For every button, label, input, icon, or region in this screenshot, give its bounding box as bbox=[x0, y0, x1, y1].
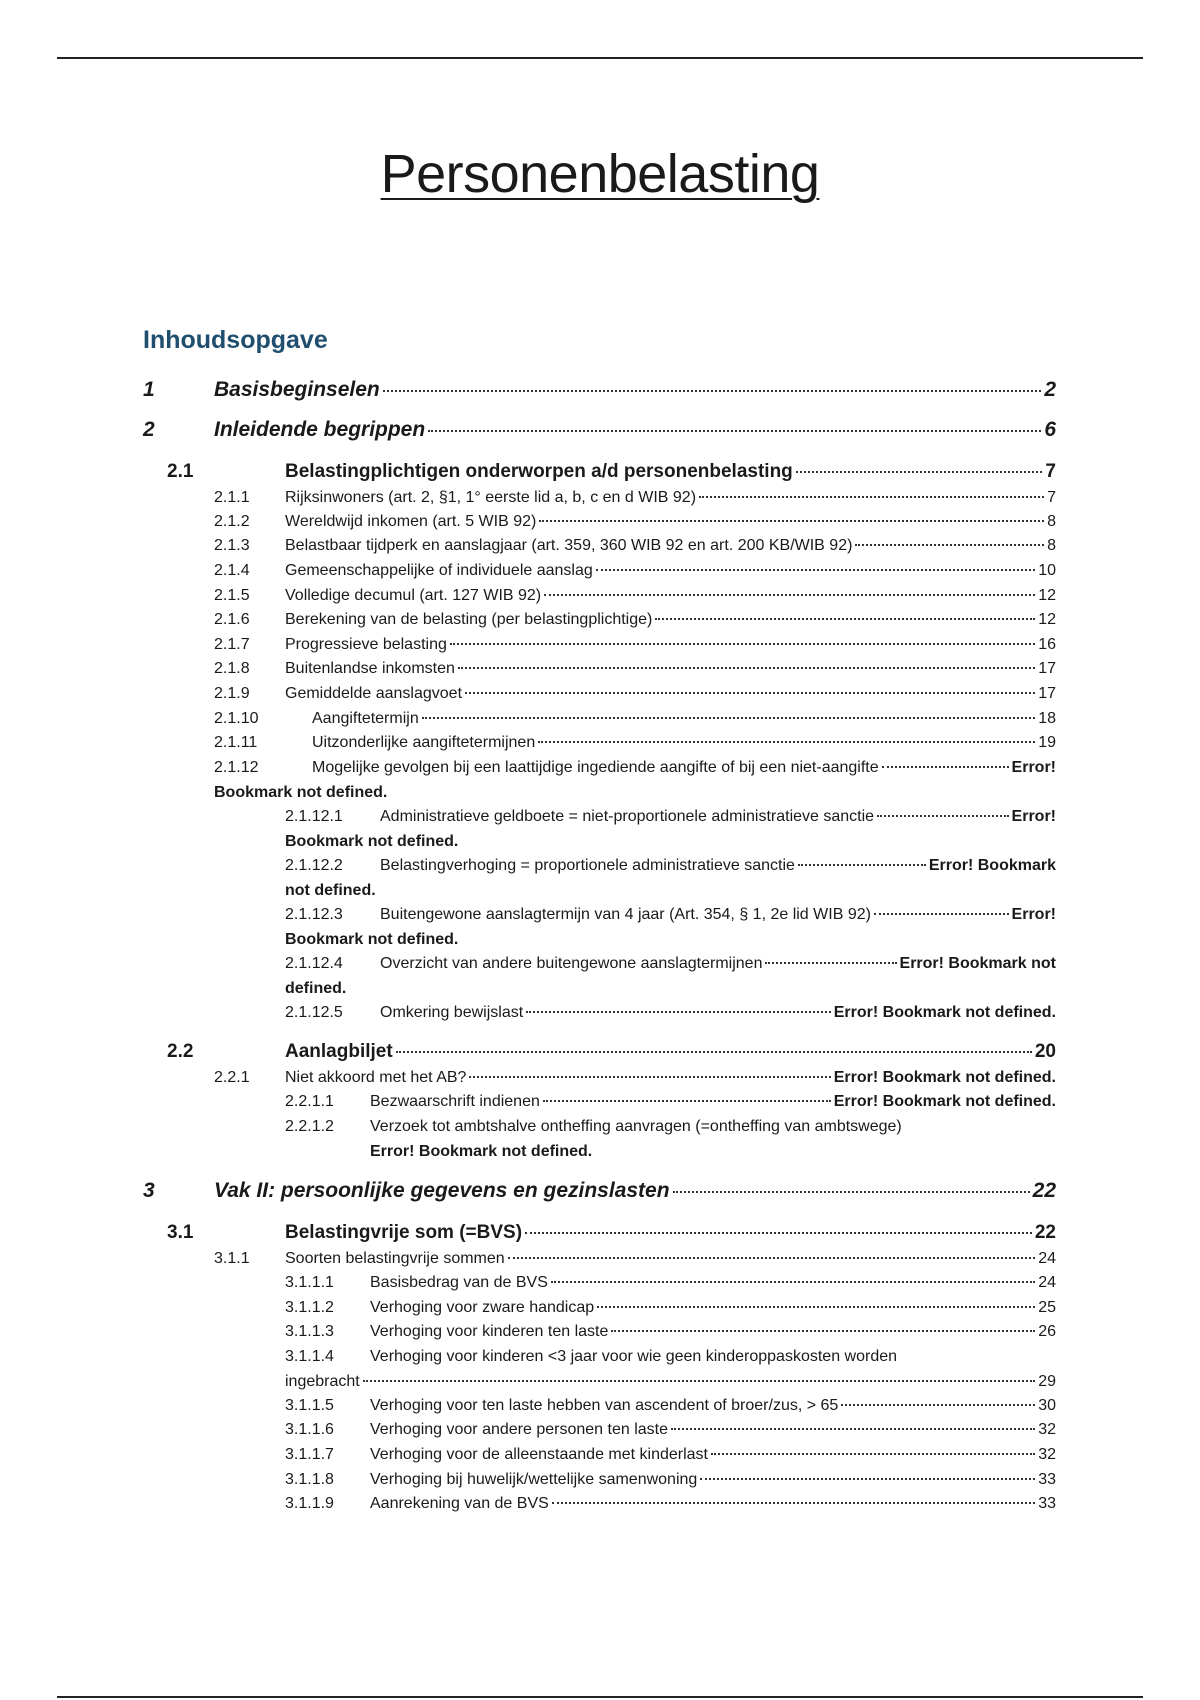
toc-entry-page: 10 bbox=[1038, 562, 1056, 579]
toc-leader-dots bbox=[877, 815, 1008, 817]
toc-entry-number: 3.1.1 bbox=[214, 1250, 250, 1267]
toc-entry-number: 3.1.1.5 bbox=[285, 1397, 334, 1414]
toc-entry-continuation-text: defined. bbox=[285, 980, 347, 997]
toc-leader-dots bbox=[796, 471, 1043, 473]
toc-leader-dots bbox=[882, 766, 1009, 768]
toc-leader-dots bbox=[383, 390, 1042, 392]
toc-entry-page: 17 bbox=[1038, 660, 1056, 677]
toc-entry-label: Wereldwijd inkomen (art. 5 WIB 92) bbox=[285, 513, 537, 530]
toc-leader-dots bbox=[538, 741, 1035, 743]
toc-entry-page: 16 bbox=[1038, 636, 1056, 653]
toc-entry-label: Uitzonderlijke aangiftetermijnen bbox=[312, 734, 536, 751]
toc-entry-label: Gemiddelde aanslagvoet bbox=[285, 685, 463, 702]
toc-entry-continuation-text: Bookmark not defined. bbox=[285, 931, 459, 948]
toc-entry-number: 3.1.1.4 bbox=[285, 1348, 334, 1365]
toc-leader-dots bbox=[458, 667, 1035, 669]
toc-entry-label: Administratieve geldboete = niet-proportionele administratieve sanctie bbox=[380, 808, 875, 825]
toc-leader-dots bbox=[700, 1478, 1035, 1480]
toc-entry-label: Aangiftetermijn bbox=[312, 710, 419, 727]
toc-heading: Inhoudsopgave bbox=[143, 326, 328, 354]
toc-entry-page: 7 bbox=[1045, 461, 1056, 482]
toc-entry-page: 8 bbox=[1047, 537, 1056, 554]
toc-leader-dots bbox=[673, 1191, 1030, 1193]
toc-entry-page: Error! Bookmark not bbox=[899, 955, 1056, 972]
toc-entry-label: Verhoging voor kinderen ten laste bbox=[370, 1323, 609, 1340]
toc-leader-dots bbox=[544, 594, 1035, 596]
toc-entry-number: 2.1.12.4 bbox=[285, 955, 343, 972]
toc-entry-page: 7 bbox=[1047, 489, 1056, 506]
toc-entry-number: 2.1.6 bbox=[214, 611, 250, 628]
toc-entry-number: 2.1.4 bbox=[214, 562, 250, 579]
toc-leader-dots bbox=[428, 430, 1041, 432]
toc-entry-page: 12 bbox=[1038, 587, 1056, 604]
toc-leader-dots bbox=[855, 544, 1044, 546]
toc-entry-label: Vak II: persoonlijke gegevens en gezinslasten bbox=[214, 1179, 670, 1202]
toc-leader-dots bbox=[798, 864, 926, 866]
toc-leader-dots bbox=[526, 1011, 831, 1013]
toc-entry-label: Rijksinwoners (art. 2, §1, 1° eerste lid a, b, c en d WIB 92) bbox=[285, 489, 697, 506]
toc-entry-page: 19 bbox=[1038, 734, 1056, 751]
toc-entry-page: Error! Bookmark bbox=[928, 857, 1056, 874]
toc-entry-label: Belastingplichtigen onderworpen a/d personenbelasting bbox=[285, 461, 793, 482]
toc-entry-label: Verhoging bij huwelijk/wettelijke samenwoning bbox=[370, 1471, 698, 1488]
toc-entry-number: 3.1.1.1 bbox=[285, 1274, 334, 1291]
toc-entry-label: Buitenlandse inkomsten bbox=[285, 660, 455, 677]
toc-leader-dots bbox=[611, 1330, 1035, 1332]
toc-entry-number: 2.2.1.2 bbox=[285, 1118, 334, 1135]
toc-entry-number: 3.1.1.7 bbox=[285, 1446, 334, 1463]
toc-entry-page: Error! bbox=[1011, 759, 1056, 776]
toc-entry-number: 3.1.1.3 bbox=[285, 1323, 334, 1340]
toc-entry-page: Error! Bookmark not defined. bbox=[833, 1004, 1056, 1021]
toc-leader-dots bbox=[396, 1051, 1032, 1053]
toc-leader-dots bbox=[596, 569, 1035, 571]
toc-entry-number: 2.1.2 bbox=[214, 513, 250, 530]
toc-entry-continuation-text: Bookmark not defined. bbox=[285, 833, 459, 850]
toc-entry-page: 6 bbox=[1044, 418, 1056, 441]
header-rule bbox=[57, 57, 1143, 59]
toc-entry-number: 3.1.1.9 bbox=[285, 1495, 334, 1512]
toc-leader-dots bbox=[450, 643, 1035, 645]
toc-entry-label: Aanrekening van de BVS bbox=[370, 1495, 549, 1512]
toc-entry-number: 2.1.3 bbox=[214, 537, 250, 554]
toc-entry-page: 30 bbox=[1038, 1397, 1056, 1414]
toc-leader-dots bbox=[874, 913, 1009, 915]
toc-entry-page: 20 bbox=[1034, 1041, 1056, 1062]
toc-entry-number: 3.1.1.8 bbox=[285, 1471, 334, 1488]
toc-leader-dots bbox=[671, 1428, 1035, 1430]
toc-leader-dots bbox=[711, 1453, 1035, 1455]
toc-leader-dots bbox=[508, 1257, 1036, 1259]
toc-leader-dots bbox=[597, 1306, 1035, 1308]
toc-entry-page: Error! Bookmark not defined. bbox=[833, 1069, 1056, 1086]
toc-leader-dots bbox=[363, 1380, 1035, 1382]
toc-entry-page: 29 bbox=[1038, 1373, 1056, 1390]
toc-entry-page: 22 bbox=[1032, 1179, 1056, 1202]
toc-entry-page: 12 bbox=[1038, 611, 1056, 628]
toc-leader-dots bbox=[699, 496, 1044, 498]
toc-entry-number: 2.2 bbox=[167, 1041, 194, 1062]
toc-entry-label: Soorten belastingvrije sommen bbox=[285, 1250, 505, 1267]
toc-entry-continuation-text: Error! Bookmark not defined. bbox=[370, 1143, 593, 1160]
toc-entry-label: Gemeenschappelijke of individuele aanslag bbox=[285, 562, 593, 579]
toc-entry-label: Basisbedrag van de BVS bbox=[370, 1274, 548, 1291]
toc-entry-number: 2.1.9 bbox=[214, 685, 250, 702]
toc-entry-label: Basisbeginselen bbox=[214, 378, 380, 401]
toc-entry-page: 32 bbox=[1038, 1421, 1056, 1438]
toc-entry-label: Bezwaarschrift indienen bbox=[370, 1093, 540, 1110]
toc-entry-number: 2.1 bbox=[167, 461, 194, 482]
toc-entry-label: Belastingverhoging = proportionele administratieve sanctie bbox=[380, 857, 795, 874]
toc-entry-page: 26 bbox=[1038, 1323, 1056, 1340]
toc-entry-number: 2.2.1 bbox=[214, 1069, 250, 1086]
toc-entry-number: 3.1 bbox=[167, 1222, 194, 1243]
toc-entry-page: 24 bbox=[1038, 1274, 1056, 1291]
toc-entry-number: 3.1.1.2 bbox=[285, 1299, 334, 1316]
toc-entry-number: 2.1.10 bbox=[214, 710, 259, 727]
toc-entry-number: 2.1.12 bbox=[214, 759, 259, 776]
toc-entry-label: Niet akkoord met het AB? bbox=[285, 1069, 467, 1086]
toc-entry-number: 2.1.12.1 bbox=[285, 808, 343, 825]
toc-entry-page: 32 bbox=[1038, 1446, 1056, 1463]
toc-entry-number: 2.1.11 bbox=[214, 734, 258, 751]
toc-leader-dots bbox=[552, 1502, 1035, 1504]
footer-rule bbox=[57, 1696, 1143, 1698]
toc-entry-number: 2.1.12.5 bbox=[285, 1004, 343, 1021]
toc-entry-label: Aanlagbiljet bbox=[285, 1041, 393, 1062]
toc-entry-page: Error! bbox=[1011, 906, 1056, 923]
toc-leader-dots bbox=[543, 1100, 831, 1102]
toc-entry-page: 33 bbox=[1038, 1495, 1056, 1512]
toc-entry-number: 3.1.1.6 bbox=[285, 1421, 334, 1438]
toc-entry-label: Verhoging voor de alleenstaande met kinderlast bbox=[370, 1446, 708, 1463]
toc-leader-dots bbox=[539, 520, 1044, 522]
toc-entry-page: 2 bbox=[1044, 378, 1056, 401]
toc-entry-label: Verhoging voor ten laste hebben van ascendent of broer/zus, > 65 bbox=[370, 1397, 839, 1414]
toc-entry-page: 25 bbox=[1038, 1299, 1056, 1316]
toc-entry-label: Inleidende begrippen bbox=[214, 418, 426, 441]
toc-entry-page: 33 bbox=[1038, 1471, 1056, 1488]
toc-entry-number: 3 bbox=[143, 1179, 155, 1202]
toc-entry-number: 2 bbox=[143, 418, 155, 441]
toc-entry-page: 18 bbox=[1038, 710, 1056, 727]
toc-leader-dots bbox=[551, 1281, 1035, 1283]
toc-entry-label: Omkering bewijslast bbox=[380, 1004, 524, 1021]
toc-entry-continuation-text: ingebracht bbox=[285, 1373, 360, 1390]
toc-leader-dots bbox=[655, 618, 1035, 620]
toc-entry-number: 1 bbox=[143, 378, 155, 401]
toc-entry-page: 8 bbox=[1047, 513, 1056, 530]
toc-entry-page: Error! Bookmark not defined. bbox=[833, 1093, 1056, 1110]
toc-entry-number: 2.2.1.1 bbox=[285, 1093, 334, 1110]
toc-leader-dots bbox=[765, 962, 896, 964]
toc-leader-dots bbox=[422, 717, 1035, 719]
toc-entry-page: 24 bbox=[1038, 1250, 1056, 1267]
toc-entry-page: 17 bbox=[1038, 685, 1056, 702]
toc-entry-label: Mogelijke gevolgen bij een laattijdige ingediende aangifte of bij een niet-aangifte bbox=[312, 759, 879, 776]
toc-entry-page: 22 bbox=[1034, 1222, 1056, 1243]
toc-entry-continuation-text: not defined. bbox=[285, 882, 376, 899]
toc-entry-label: Volledige decumul (art. 127 WIB 92) bbox=[285, 587, 542, 604]
toc-entry-label: Belastingvrije som (=BVS) bbox=[285, 1222, 523, 1243]
toc-entry-number: 2.1.1 bbox=[214, 489, 250, 506]
toc-entry-number: 2.1.8 bbox=[214, 660, 250, 677]
toc-leader-dots bbox=[841, 1404, 1035, 1406]
toc-entry-label: Belastbaar tijdperk en aanslagjaar (art. 359, 360 WIB 92 en art. 200 KB/WIB 92) bbox=[285, 537, 853, 554]
toc-entry-page: Error! bbox=[1011, 808, 1056, 825]
toc-entry-label: Verhoging voor kinderen <3 jaar voor wie geen kinderoppaskosten worden bbox=[370, 1348, 898, 1365]
toc-entry-label: Progressieve belasting bbox=[285, 636, 447, 653]
toc-leader-dots bbox=[469, 1076, 830, 1078]
toc-entry-label: Berekening van de belasting (per belastingplichtige) bbox=[285, 611, 653, 628]
toc-entry-label: Verzoek tot ambtshalve ontheffing aanvragen (=ontheffing van ambtswege) bbox=[370, 1118, 902, 1135]
toc-entry-label: Buitengewone aanslagtermijn van 4 jaar (Art. 354, § 1, 2e lid WIB 92) bbox=[380, 906, 871, 923]
toc-entry-continuation-text: Bookmark not defined. bbox=[214, 784, 388, 801]
toc-leader-dots bbox=[465, 692, 1035, 694]
toc-entry-label: Verhoging voor zware handicap bbox=[370, 1299, 595, 1316]
toc-entry-number: 2.1.5 bbox=[214, 587, 250, 604]
toc-entry-label: Verhoging voor andere personen ten laste bbox=[370, 1421, 668, 1438]
toc-entry-label: Overzicht van andere buitengewone aanslagtermijnen bbox=[380, 955, 763, 972]
document-title: Personenbelasting bbox=[380, 144, 820, 204]
toc-leader-dots bbox=[525, 1232, 1032, 1234]
toc-entry-number: 2.1.12.2 bbox=[285, 857, 343, 874]
toc-entry-number: 2.1.7 bbox=[214, 636, 250, 653]
toc-entry-number: 2.1.12.3 bbox=[285, 906, 343, 923]
